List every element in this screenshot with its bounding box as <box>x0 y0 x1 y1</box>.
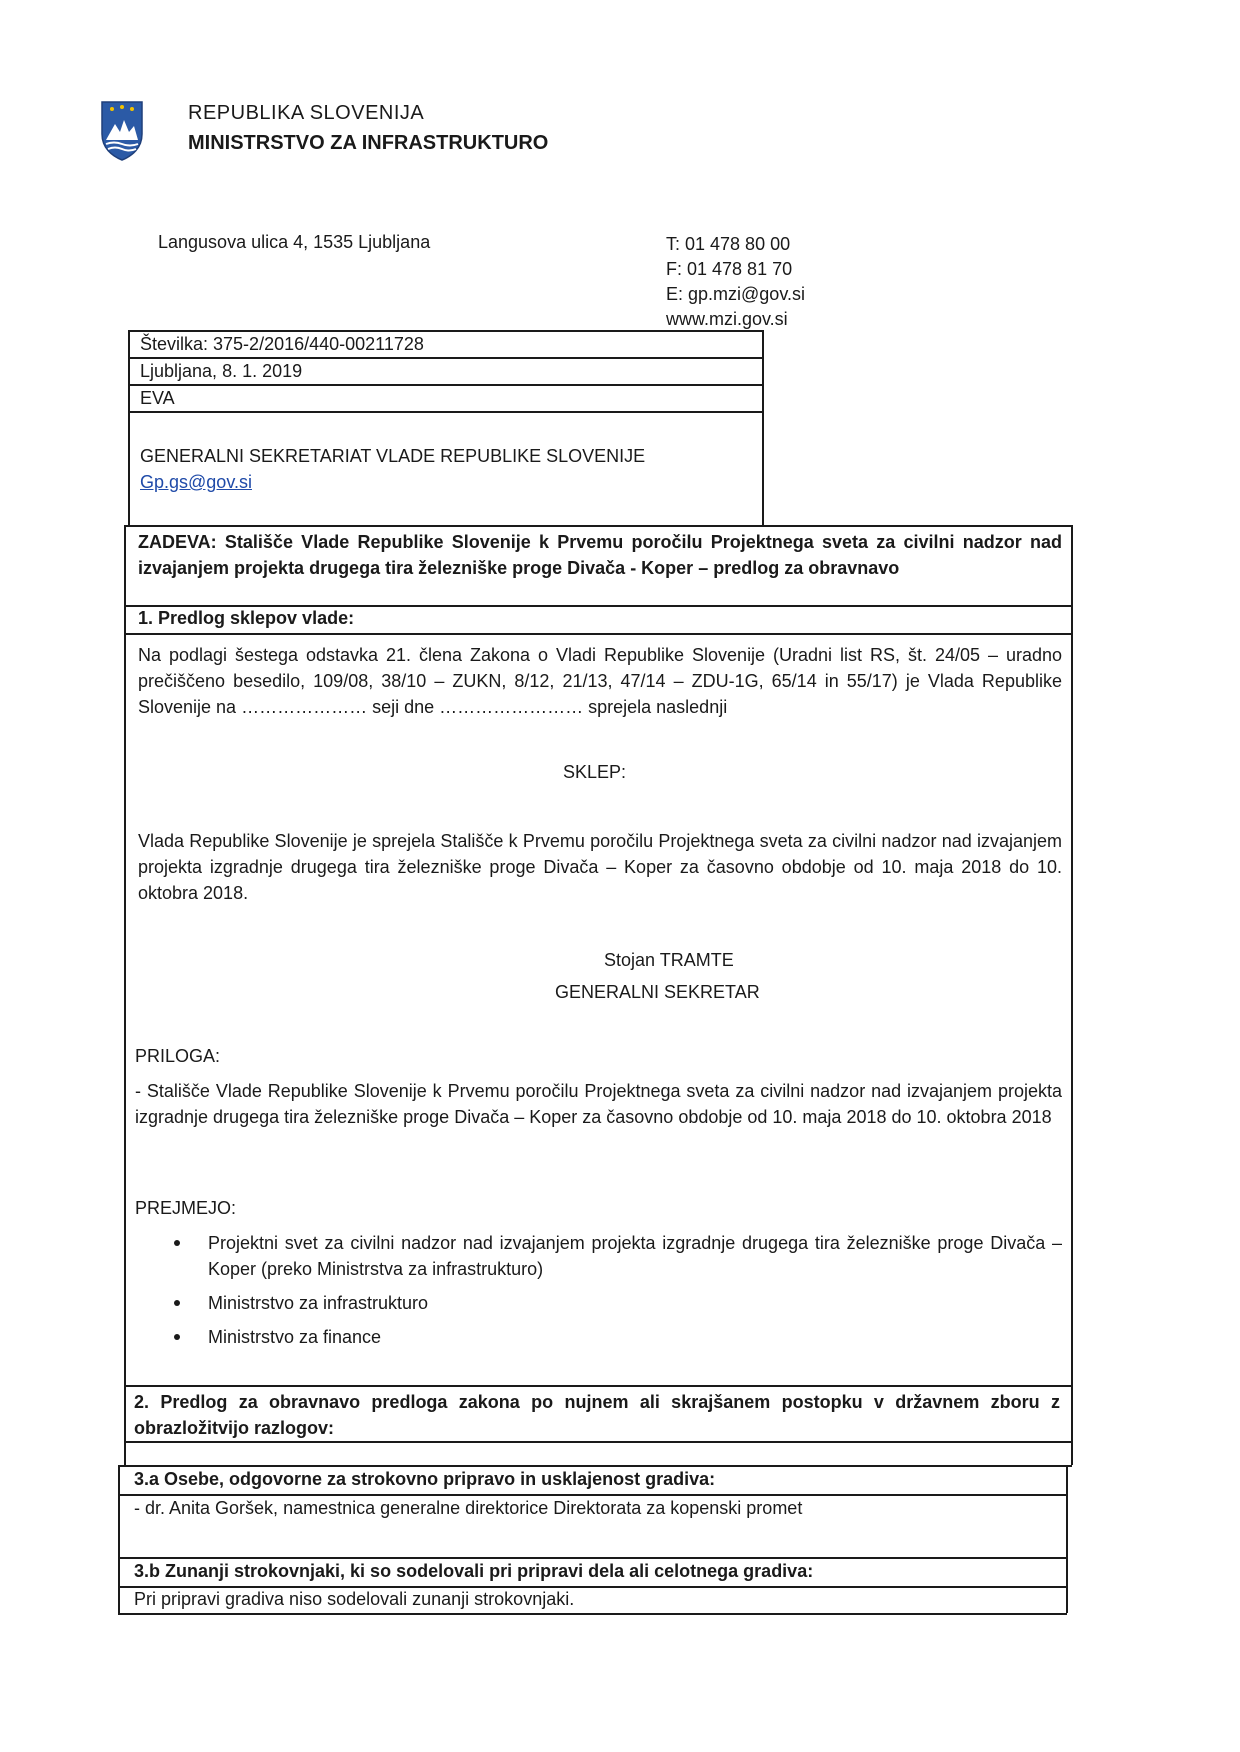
document-number: Številka: 375-2/2016/440-00211728 <box>140 334 424 354</box>
fax: F: 01 478 81 70 <box>666 259 793 279</box>
ministry-address: Langusova ulica 4, 1535 Ljubljana <box>158 232 431 252</box>
attachment-text: - Stališče Vlade Republike Slovenije k Prvemu poročilu Projektnega sveta za civilni nadzor nad izvajanjem projekta izgradnje drugega tira železniške proge Divača – Koper za časovno obdobje od 10. maja 2018 do 10. oktobra 2018 <box>135 1081 1062 1127</box>
bullet-icon <box>174 1334 180 1340</box>
section1-intro: Na podlagi šestega odstavka 21. člena Zakona o Vladi Republike Slovenije (Uradni list RS, št. 24/05 – uradno prečiščeno besedilo, 109/08, 38/10 – ZUKN, 8/12, 21/13, 47/14 – ZDU-1G, 65/14 in 55/17) je Vlada Republike Slovenije na ………………… seji dne …………………… sprejela naslednji <box>138 645 1062 717</box>
list-item: Ministrstvo za finance <box>124 1324 1062 1350</box>
republic-name: REPUBLIKA SLOVENIJA <box>188 102 425 124</box>
section1-heading: 1. Predlog sklepov vlade: <box>138 608 355 628</box>
email: E: gp.mzi@gov.si <box>666 284 805 304</box>
ministry-name: MINISTRSTVO ZA INFRASTRUKTURO <box>188 132 549 154</box>
subject-text: Stališče Vlade Republike Slovenije k Prvemu poročilu Projektnega sveta za civilni nadzor nad izvajanjem projekta drugega tira železniške proge Divača - Koper – predlog za obravnavo <box>138 532 1062 578</box>
recipients-label: PREJMEJO: <box>135 1198 237 1218</box>
recipient-name: GENERALNI SEKRETARIAT VLADE REPUBLIKE SLOVENIJE <box>140 446 646 466</box>
sklep-text: Vlada Republike Slovenije je sprejela Stališče k Prvemu poročilu Projektnega sveta za civilni nadzor nad izvajanjem projekta izgradnje drugega tira železniške proge Divača – Koper za časovno obdobje od 10. maja 2018 do 10. oktobra 2018. <box>138 831 1062 903</box>
sklep-title: SKLEP: <box>563 762 627 782</box>
website: www.mzi.gov.si <box>666 309 788 329</box>
bullet-icon <box>174 1240 180 1246</box>
recipients-list <box>124 1230 1062 1358</box>
signer-title: GENERALNI SEKRETAR <box>555 982 760 1002</box>
section3b-text: Pri pripravi gradiva niso sodelovali zunanji strokovnjaki. <box>134 1589 575 1609</box>
section2-heading: 2. Predlog za obravnavo predloga zakona po nujnem ali skrajšanem postopku v državnem zboru z obrazložitvijo razlogov: <box>134 1392 1060 1438</box>
subject <box>138 529 1062 581</box>
list-item: Ministrstvo za infrastrukturo <box>124 1290 1062 1316</box>
coat-of-arms-icon <box>98 100 146 162</box>
section3b-heading: 3.b Zunanji strokovnjaki, ki so sodelovali pri pripravi dela ali celotnega gradiva: <box>134 1561 814 1581</box>
bullet-icon <box>174 1300 180 1306</box>
contact-block <box>666 232 805 332</box>
eva-label: EVA <box>140 388 175 408</box>
subject-label: ZADEVA: <box>138 532 217 552</box>
document-place-date: Ljubljana, 8. 1. 2019 <box>140 361 303 381</box>
signer-name: Stojan TRAMTE <box>604 950 734 970</box>
section3a-text: - dr. Anita Goršek, namestnica generalne direktorice Direktorata za kopenski promet <box>134 1498 803 1518</box>
phone: T: 01 478 80 00 <box>666 234 791 254</box>
recipient-email-link[interactable]: Gp.gs@gov.si <box>140 472 252 492</box>
list-item: Projektni svet za civilni nadzor nad izvajanjem projekta izgradnje drugega tira železniške proge Divača – Koper (preko Ministrstva za infrastrukturo) <box>124 1230 1062 1282</box>
attachment-label: PRILOGA: <box>135 1046 221 1066</box>
section3a-heading: 3.a Osebe, odgovorne za strokovno pripravo in usklajenost gradiva: <box>134 1469 716 1489</box>
